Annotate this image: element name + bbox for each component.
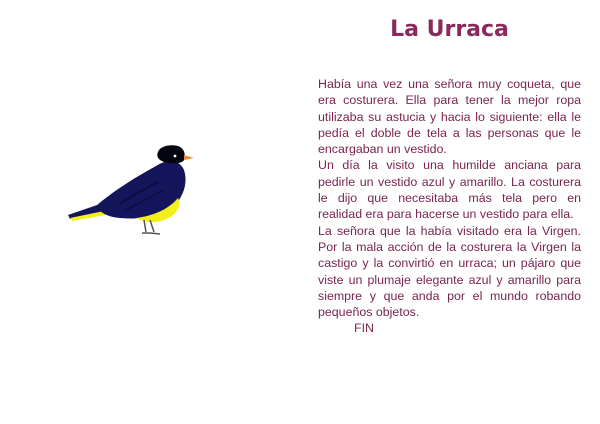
story-paragraph-1: Había una vez una señora muy coqueta, que era costurera. Ella para tener la mejor ropa utilizaba su astucia y hacia lo siguiente: ella le pedía el doble de tela a las personas que le encargaban un vestido. — [318, 77, 581, 157]
story-paragraph-2: Un día la visito una humilde anciana para pedirle un vestido azul y amarillo. La costurera le dijo que necesitaba más tela pero en realidad era para hacerse un vestido para ella. — [318, 158, 581, 222]
bird-head — [157, 145, 185, 163]
bird-feet — [142, 233, 160, 234]
story-paragraph-3: La señora que la había visitado era la Virgen. Por la mala acción de la costurera la Virgen la castigo y la convirtió en urraca; un pájaro que viste un plumaje elegante azul y amarillo para siempre y que anda por el mundo robando pequeños objetos. — [318, 223, 581, 320]
story-ending: FIN — [354, 321, 374, 336]
bird-beak — [184, 155, 194, 160]
story-title: La Urraca — [390, 17, 509, 42]
story-text — [318, 76, 581, 337]
bird-eye — [174, 155, 177, 158]
magpie-bird-illustration — [60, 138, 200, 238]
